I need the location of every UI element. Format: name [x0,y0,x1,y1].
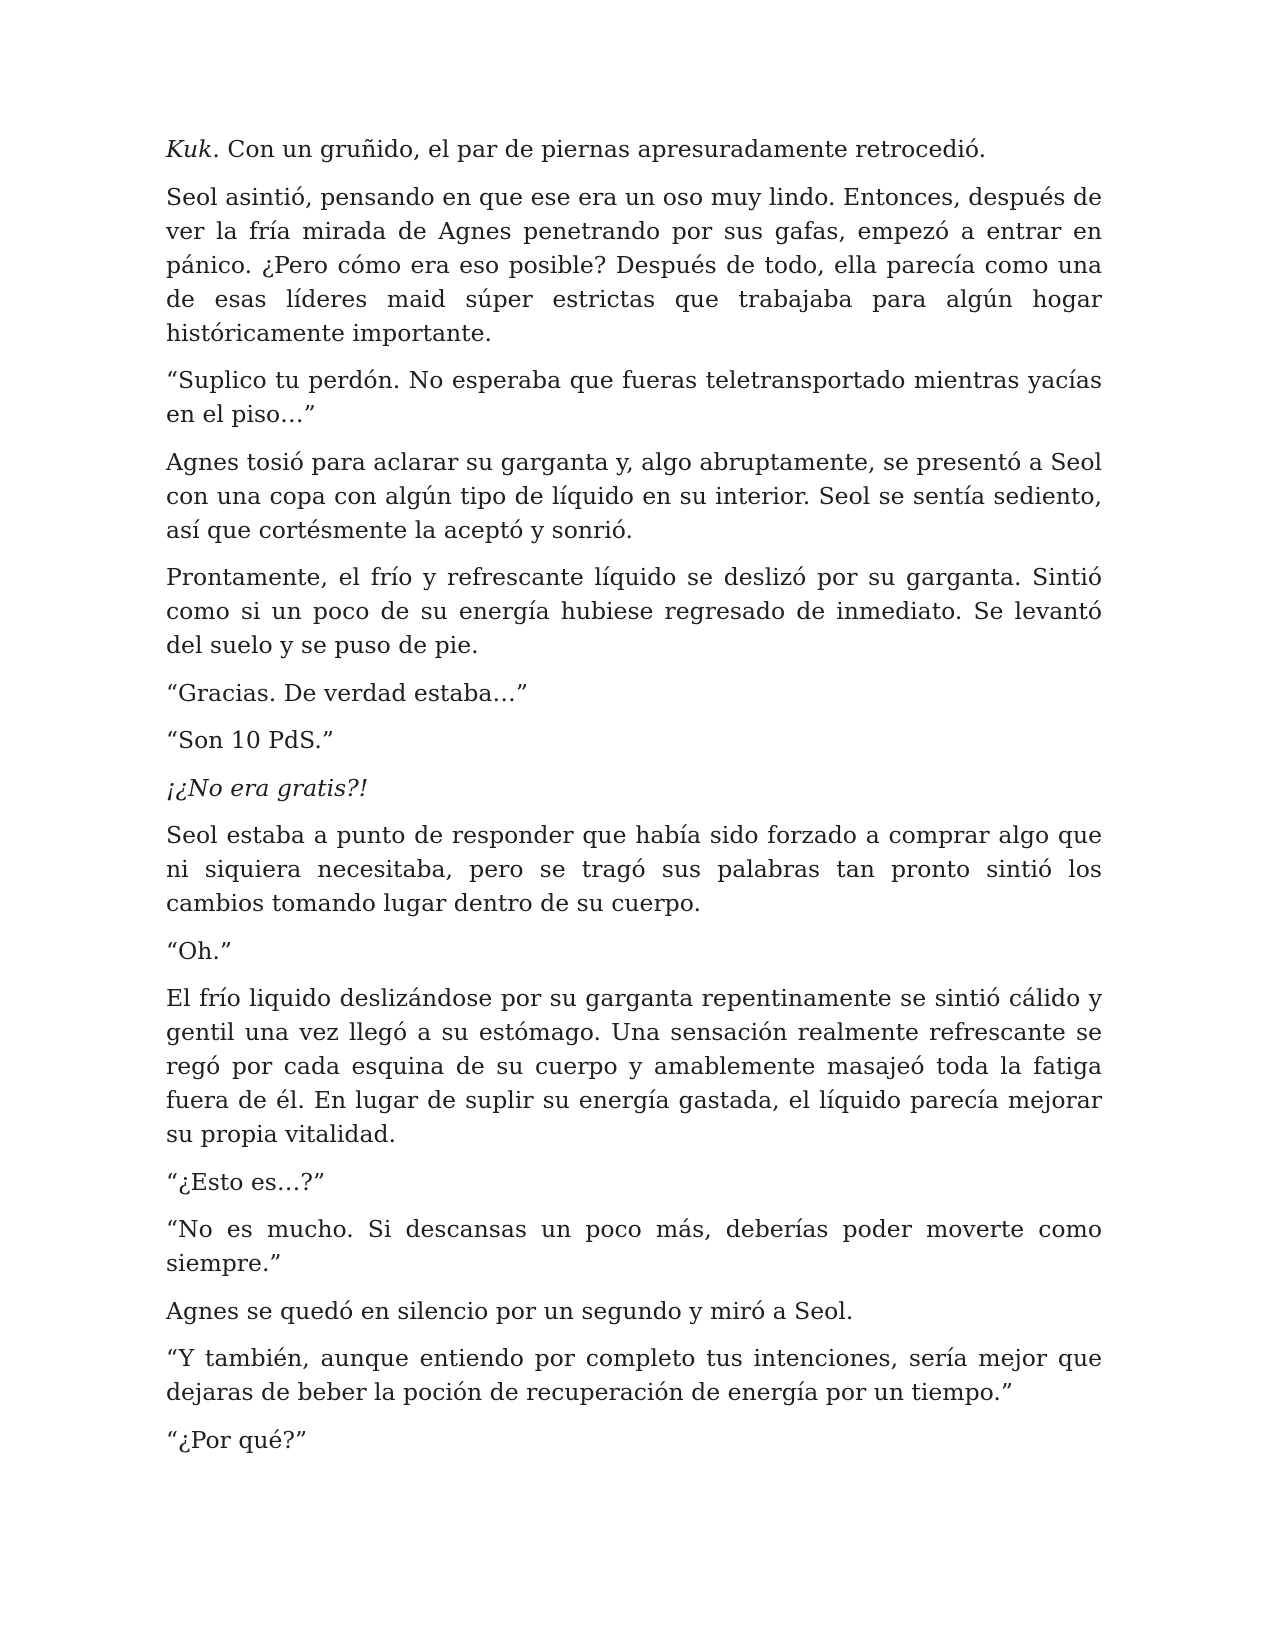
paragraph-1 [166,132,1102,166]
body-text [166,132,1102,1470]
paragraph-14: Agnes se quedó en silencio por un segundo y miró a Seol. [166,1296,854,1325]
paragraph-9: Seol estaba a punto de responder que había sido forzado a comprar algo que ni siquiera necesitaba, pero se tragó sus palabras tan pronto sintió los cambios tomando lugar dentro de su cuerpo. [166,821,1102,917]
paragraph-1-italic-lead: Kuk [166,135,213,163]
paragraph-1-text: . Con un gruñido, el par de piernas apresuradamente retrocedió. [212,135,987,163]
paragraph-7: “Son 10 PdS.” [166,726,334,754]
paragraph-15: “Y también, aunque entiendo por completo tus intenciones, sería mejor que dejaras de beber la poción de recuperación de energía por un tiempo.” [166,1344,1102,1406]
paragraph-13: “No es mucho. Si descansas un poco más, deberías poder moverte como siempre.” [166,1215,1102,1277]
paragraph-12: “¿Esto es…?” [166,1167,325,1196]
paragraph-8-italic: ¡¿No era gratis?! [166,773,369,802]
paragraph-11: El frío liquido deslizándose por su garganta repentinamente se sintió cálido y gentil una vez llegó a su estómago. Una sensación realmente refrescante se regó por cada esquina de su cuerpo y amablemente masajeó toda la fatiga fuera de él. En lugar de suplir su energía gastada, el líquido parecía mejorar su propia vitalidad. [166,984,1102,1148]
paragraph-2: Seol asintió, pensando en que ese era un oso muy lindo. Entonces, después de ver la fría mirada de Agnes penetrando por sus gafas, empezó a entrar en pánico. ¿Pero cómo era eso posible? Después de todo, ella parecía como una de esas líderes maid súper estrictas que trabajaba para algún hogar históricamente importante. [166,182,1102,347]
paragraph-4: Agnes tosió para aclarar su garganta y, algo abruptamente, se presentó a Seol con una copa con algún tipo de líquido en su interior. Seol se sentía sediento, así que cortésmente la aceptó y sonrió. [166,447,1102,544]
paragraph-16: “¿Por qué?” [166,1425,308,1454]
paragraph-6: “Gracias. De verdad estaba…” [166,678,528,707]
paragraph-3: “Suplico tu perdón. No esperaba que fueras teletransportado mientras yacías en el piso…” [166,366,1102,428]
paragraph-10: “Oh.” [166,936,232,965]
paragraph-5: Prontamente, el frío y refrescante líquido se deslizó por su garganta. Sintió como si un poco de su energía hubiese regresado de inmediato. Se levantó del suelo y se puso de pie. [166,563,1102,659]
